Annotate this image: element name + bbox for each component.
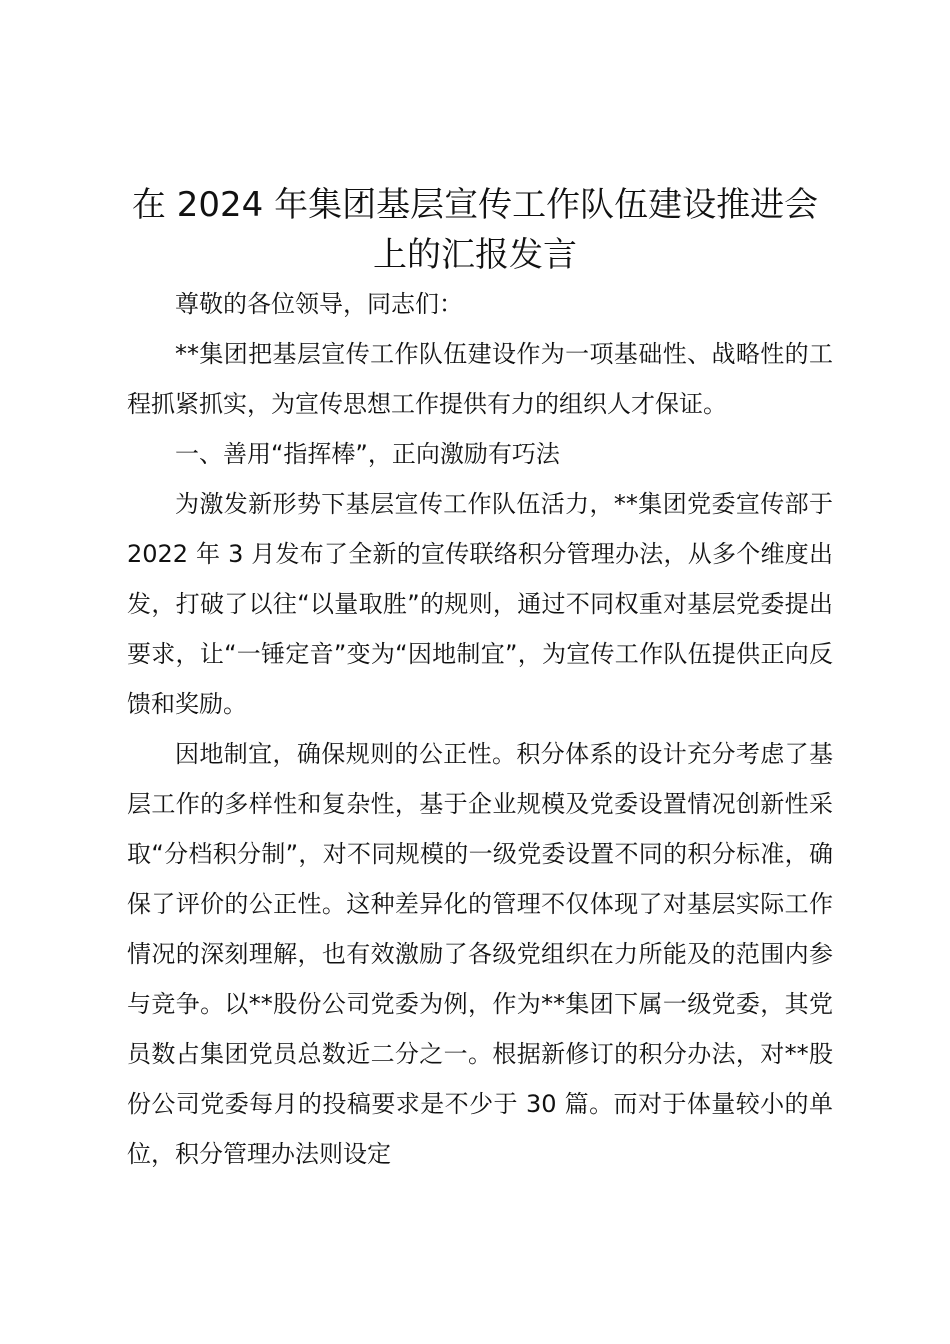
body-paragraph-2: 因地制宜，确保规则的公正性。积分体系的设计充分考虑了基层工作的多样性和复杂性，基于企业规模及党委设置情况创新性采取“分档积分制”，对不同规模的一级党委设置不同的积分标准，确保了评价的公正性。这种差异化的管理不仅体现了对基层实际工作情况的深刻理解，也有效激励了各级党组织在力所能及的范围内参与竞争。以**股份公司党委为例，作为**集团下属一级党委，其党员数占集团党员总数近二分之一。根据新修订的积分办法，对**股份公司党委每月的投稿要求是不少于 30 篇。而对于体量较小的单位，积分管理办法则设定 <box>127 740 833 1168</box>
title-line-1: 在 2024 年集团基层宣传工作队伍建设推进会 <box>131 185 819 225</box>
salutation: 尊敬的各位领导，同志们： <box>175 290 463 318</box>
body-paragraph-1: 为激发新形势下基层宣传工作队伍活力，**集团党委宣传部于 2022 年 3 月发布了全新的宣传联络积分管理办法，从多个维度出发，打破了以往“以量取胜”的规则，通过不同权重对基层党委提出要求，让“一锤定音”变为“因地制宜”，为宣传工作队伍提供正向反馈和奖励。 <box>127 490 833 718</box>
section-heading-1: 一、善用“指挥棒”，正向激励有巧法 <box>175 440 560 468</box>
document-title <box>100 180 850 280</box>
intro-paragraph: **集团把基层宣传工作队伍建设作为一项基础性、战略性的工程抓紧抓实，为宣传思想工作提供有力的组织人才保证。 <box>127 340 833 418</box>
title-line-2: 上的汇报发言 <box>373 235 577 275</box>
document-body <box>127 279 833 1179</box>
